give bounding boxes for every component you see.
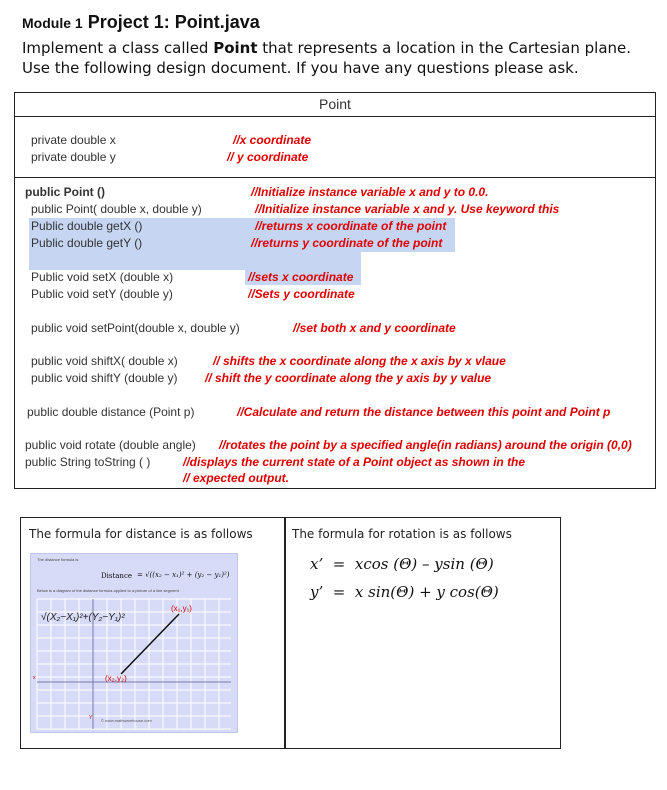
method-sety: Public void setY (double y) (31, 287, 173, 301)
image-point-1: (x₁,y₁) (171, 604, 192, 613)
image-caption-mid: Below is a diagram of the distance formula applied to a picture of a line segment (37, 588, 179, 593)
method-setpoint: public void setPoint(double x, double y) (31, 321, 240, 335)
constructor-xy-comment: //Initialize instance variable x and y. Use keyword this (255, 202, 560, 216)
image-axis-x-label: x (33, 675, 36, 681)
method-gety-comment: //returns y coordinate of the point (251, 236, 443, 250)
field-y: private double y (31, 150, 116, 164)
document-title (22, 12, 260, 33)
image-handwritten-formula: √(X₂−X₁)²+(Y₂−Y₁)² (41, 612, 125, 623)
rotation-formula-x (310, 555, 494, 573)
image-point-2: (x₂,y₂) (105, 674, 127, 683)
image-footer: © www.mathwarehouse.com (101, 718, 152, 723)
rotation-x-rhs: xcos (Θ) – ysin (Θ) (354, 555, 494, 573)
method-shiftx: public void shiftX( double x) (31, 354, 178, 368)
method-rotate-comment: //rotates the point by a specified angle(in radians) around the origin (0,0) (219, 438, 632, 452)
field-x: private double x (31, 133, 116, 147)
image-caption-top: The distance formula is (37, 557, 79, 562)
intro-text: Implement a class called (22, 39, 214, 57)
method-shifty: public void shiftY (double y) (31, 371, 178, 385)
constructor-xy: public Point( double x, double y) (31, 202, 202, 216)
rotation-y-rhs: x sin(Θ) + y cos(Θ) (354, 583, 499, 601)
method-shiftx-comment: // shifts the x coordinate along the x axis by x vlaue (213, 354, 506, 368)
equals-sign: = (332, 555, 346, 573)
intro-line-1 (22, 39, 631, 57)
constructor-default-comment: //Initialize instance variable x and y to 0.0. (251, 185, 489, 199)
uml-class-name: Point (15, 93, 655, 117)
distance-formula-title: The formula for distance is as follows (29, 527, 253, 541)
module-label: Module 1 (22, 15, 83, 31)
rotation-x-lhs: x’ (310, 555, 324, 573)
rotation-formula-y (310, 583, 499, 601)
intro-line-2: Use the following design document. If you have any questions please ask. (22, 59, 579, 77)
coordinate-grid (31, 554, 237, 732)
rotation-formula-box (284, 517, 561, 749)
image-distance-equation: = √((x₂ − x₁)² + (y₂ − y₁)²) (137, 571, 230, 579)
method-setx-comment: //sets x coordinate (248, 270, 354, 284)
intro-class-name: Point (213, 39, 258, 57)
method-getx-comment: //returns x coordinate of the point (255, 219, 447, 233)
constructor-default: public Point () (25, 185, 105, 199)
selection-highlight (29, 252, 361, 270)
field-x-comment: //x coordinate (233, 133, 312, 147)
rotation-y-lhs: y’ (310, 583, 324, 601)
distance-formula-image (30, 553, 238, 733)
image-distance-label: Distance (101, 572, 133, 580)
field-y-comment: // y coordinate (227, 150, 309, 164)
method-setx: Public void setX (double x) (31, 270, 174, 284)
method-setpoint-comment: //set both x and y coordinate (293, 321, 456, 335)
uml-divider (15, 177, 655, 178)
method-tostring-comment: //displays the current state of a Point object as shown in the (183, 455, 526, 469)
image-axis-y-label: Y (89, 715, 93, 721)
uml-class-box (14, 92, 656, 489)
method-getx: Public double getX () (31, 219, 143, 233)
method-distance-comment: //Calculate and return the distance between this point and Point p (237, 405, 611, 419)
method-tostring: public String toString ( ) (25, 455, 151, 469)
project-label: Project 1: Point.java (87, 12, 260, 32)
method-tostring-comment-cont: // expected output. (183, 471, 290, 485)
line-segment (121, 614, 179, 674)
method-sety-comment: //Sets y coordinate (248, 287, 355, 301)
method-distance: public double distance (Point p) (27, 405, 195, 419)
intro-text: that represents a location in the Cartesian plane. (257, 39, 632, 57)
method-gety: Public double getY () (31, 236, 143, 250)
method-rotate: public void rotate (double angle) (25, 438, 196, 452)
rotation-formula-title: The formula for rotation is as follows (292, 527, 512, 541)
equals-sign: = (332, 583, 346, 601)
method-shifty-comment: // shift the y coordinate along the y axis by y value (205, 371, 492, 385)
